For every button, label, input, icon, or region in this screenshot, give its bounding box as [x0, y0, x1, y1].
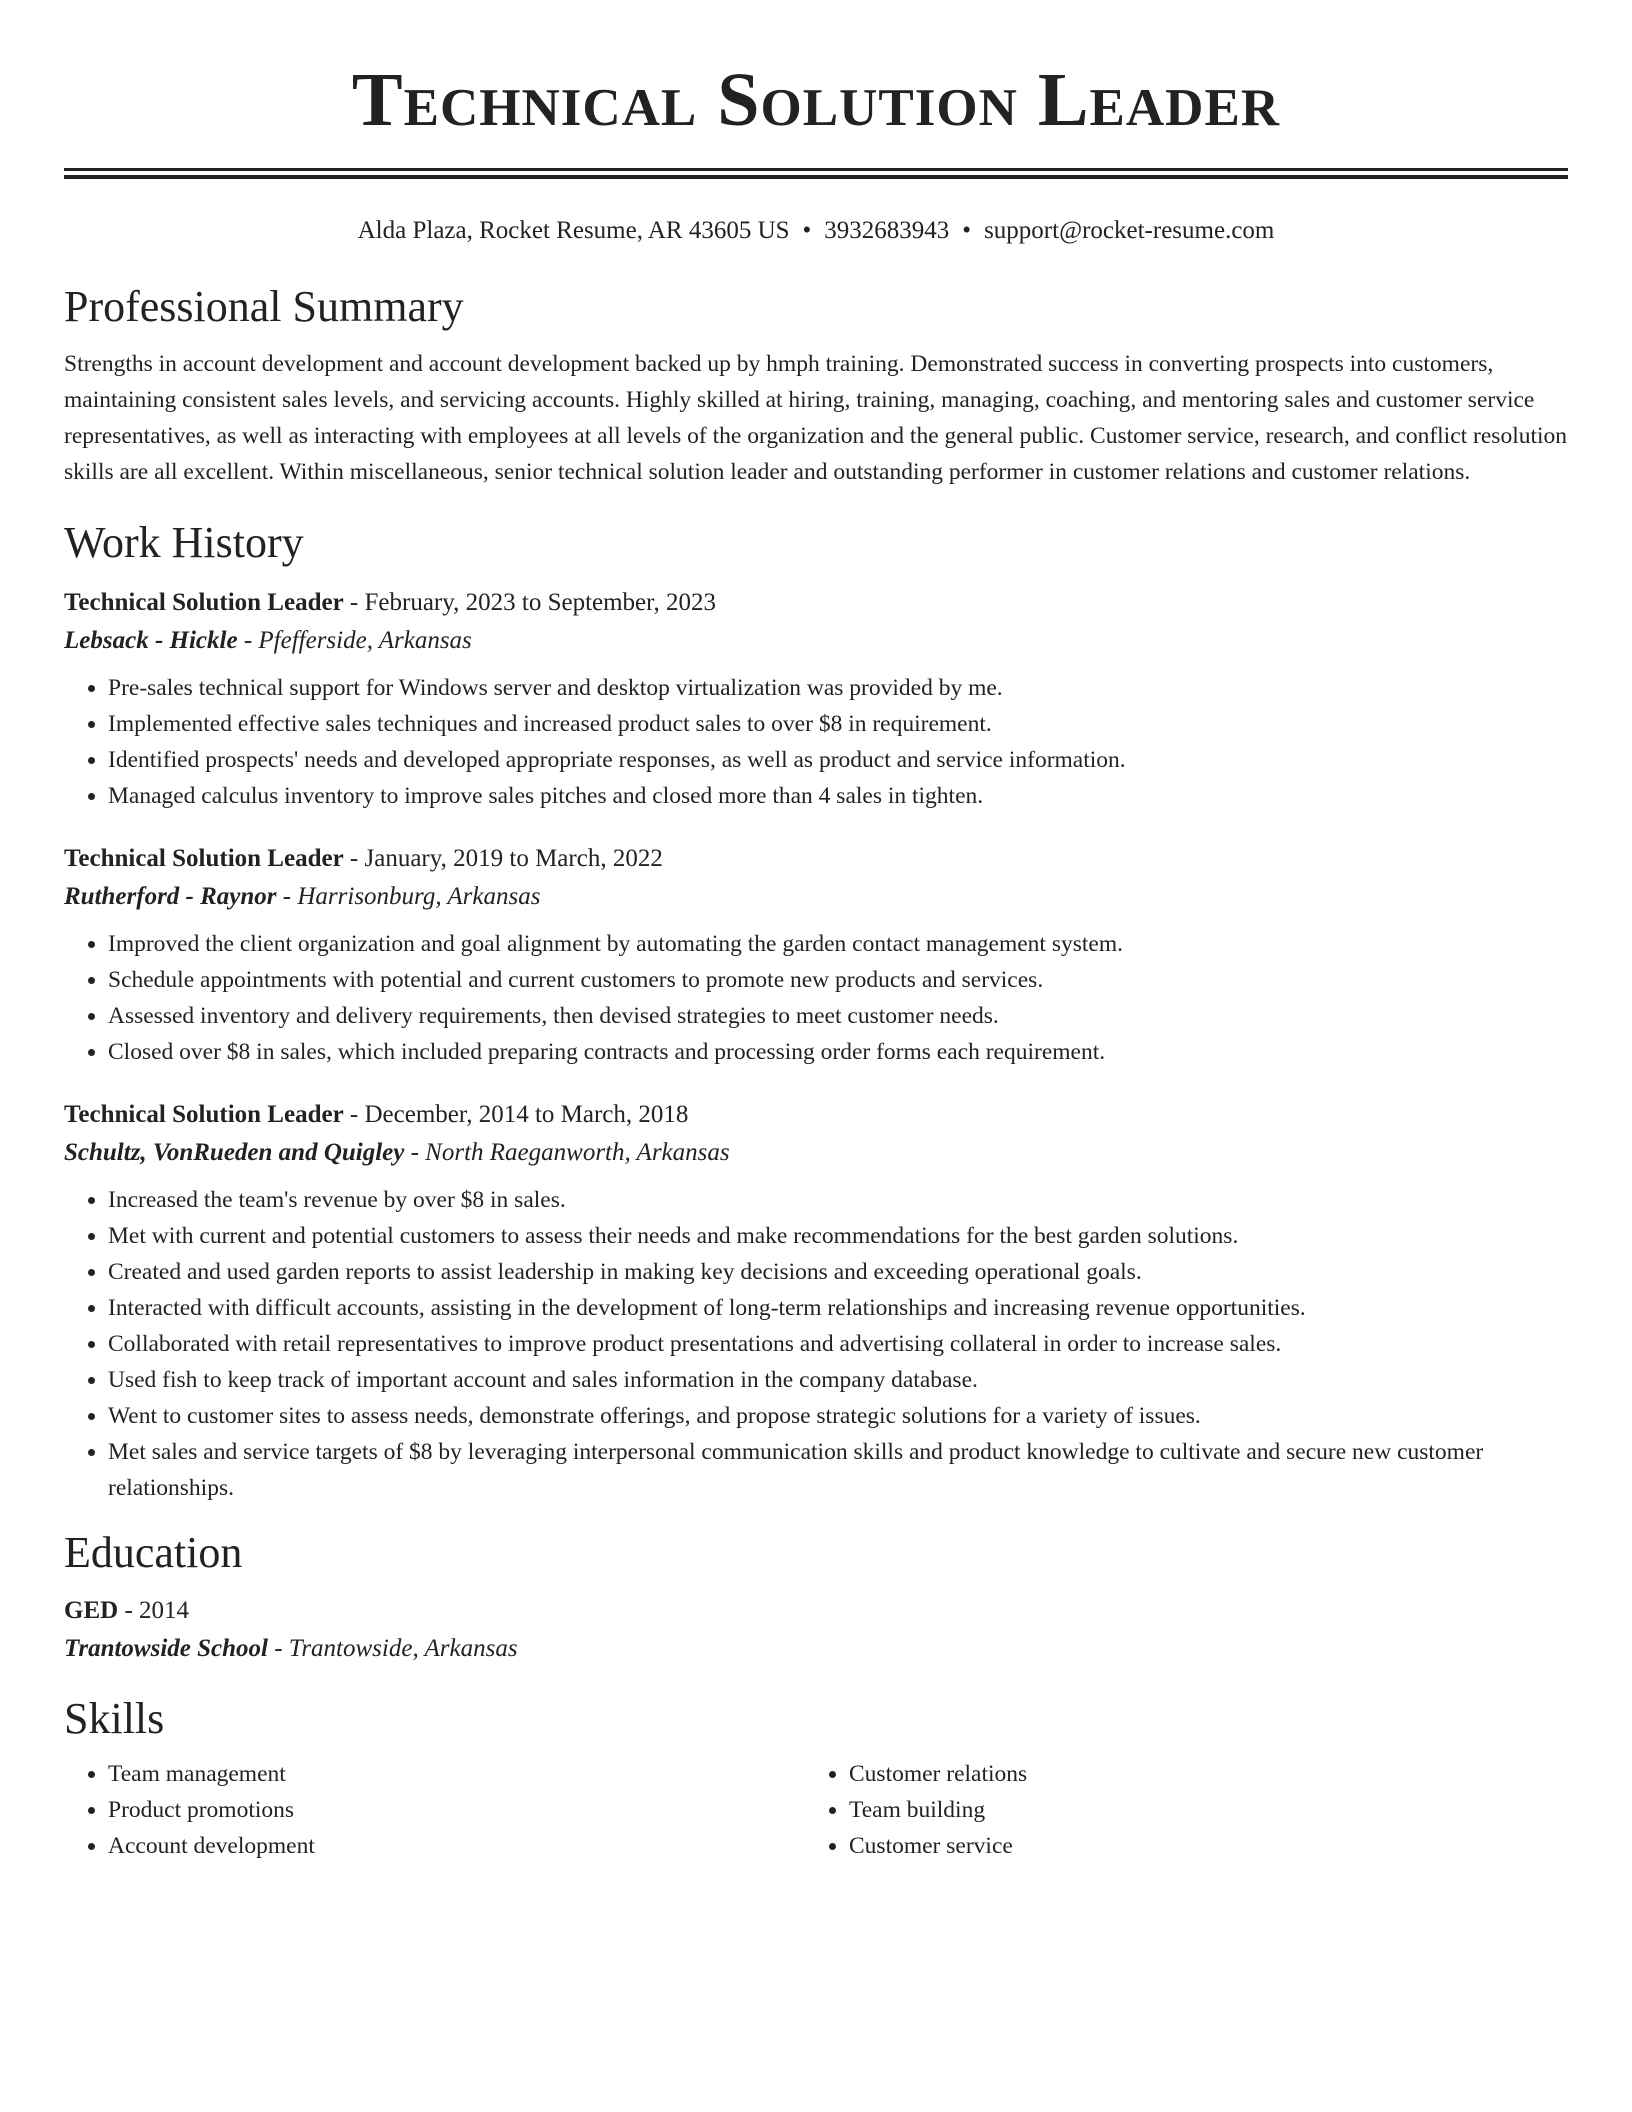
skill-item: • Team management	[108, 1756, 805, 1792]
education-year: - 2014	[118, 1597, 190, 1624]
job-entry	[64, 1096, 1568, 1506]
job-bullet: • Assessed inventory and delivery requirements, then devised strategies to meet customer needs.	[108, 998, 1568, 1034]
job-company-line	[64, 1134, 1568, 1172]
skill-item: • Customer relations	[849, 1756, 1546, 1792]
job-header	[64, 1096, 1568, 1134]
job-company-line	[64, 878, 1568, 916]
contact-separator: •	[802, 217, 812, 244]
skills-heading: Skills	[64, 1694, 165, 1743]
job-dates: - December, 2014 to March, 2018	[343, 1101, 689, 1128]
job-role: Technical Solution Leader	[64, 589, 344, 616]
job-location: - North Raeganworth, Arkansas	[404, 1139, 730, 1166]
contact-line	[64, 214, 1568, 248]
job-bullet: • Created and used garden reports to assist leadership in making key decisions and exceeding operational goals.	[108, 1254, 1568, 1290]
education-header	[64, 1592, 1568, 1630]
skills-grid	[64, 1756, 1568, 1864]
job-bullet-list	[64, 926, 1568, 1070]
education-heading: Education	[64, 1528, 243, 1577]
job-location: - Harrisonburg, Arkansas	[276, 883, 541, 910]
job-role: Technical Solution Leader	[64, 1101, 344, 1128]
job-bullet: • Improved the client organization and goal alignment by automating the garden contact management system.	[108, 926, 1568, 962]
contact-separator: •	[962, 217, 972, 244]
job-entry	[64, 840, 1568, 1070]
contact-email: support@rocket-resume.com	[984, 217, 1275, 244]
job-header	[64, 584, 1568, 622]
job-bullet: • Implemented effective sales techniques and increased product sales to over $8 in requirement.	[108, 706, 1568, 742]
job-bullet-list	[64, 670, 1568, 814]
job-entry	[64, 584, 1568, 814]
work-history-heading: Work History	[64, 518, 304, 567]
skill-item: • Account development	[108, 1828, 805, 1864]
job-bullet: • Increased the team's revenue by over $8 in sales.	[108, 1182, 1568, 1218]
job-bullet: • Pre-sales technical support for Windows server and desktop virtualization was provided by me.	[108, 670, 1568, 706]
education-entry	[64, 1592, 1568, 1668]
resume-title: Technical Solution Leader	[351, 58, 1281, 142]
job-company: Rutherford - Raynor	[64, 883, 277, 910]
job-bullet: • Interacted with difficult accounts, assisting in the development of long-term relationships and increasing revenue opportunities.	[108, 1290, 1568, 1326]
contact-phone: 3932683943	[824, 217, 950, 244]
job-bullet: • Used fish to keep track of important account and sales information in the company database.	[108, 1362, 1568, 1398]
job-bullet: • Schedule appointments with potential and current customers to promote new products and services.	[108, 962, 1568, 998]
summary-heading: Professional Summary	[64, 282, 464, 331]
skill-item: • Product promotions	[108, 1792, 805, 1828]
education-school-line	[64, 1630, 1568, 1668]
skill-item: • Team building	[849, 1792, 1546, 1828]
education-location: - Trantowside, Arkansas	[267, 1635, 518, 1662]
job-role: Technical Solution Leader	[64, 845, 344, 872]
title-double-rule	[64, 168, 1568, 179]
skills-left-column	[64, 1756, 805, 1864]
job-bullet: • Met sales and service targets of $8 by leveraging interpersonal communication skills and product knowledge to cultivate and secure new customer relationships.	[108, 1434, 1568, 1506]
job-location: - Pfefferside, Arkansas	[237, 627, 472, 654]
job-bullet: • Collaborated with retail representatives to improve product presentations and advertising collateral in order to increase sales.	[108, 1326, 1568, 1362]
job-company-line	[64, 622, 1568, 660]
contact-address: Alda Plaza, Rocket Resume, AR 43605 US	[357, 217, 790, 244]
job-bullet: • Met with current and potential customers to assess their needs and make recommendations for the best garden solutions.	[108, 1218, 1568, 1254]
job-bullet: • Identified prospects' needs and developed appropriate responses, as well as product and service information.	[108, 742, 1568, 778]
skill-item: • Customer service	[849, 1828, 1546, 1864]
summary-text: Strengths in account development and account development backed up by hmph training. Demonstrated success in converting prospects into customers, maintaining consistent sales levels, and servicing accounts. Highly skilled at hiring, training, managing, coaching, and mentoring sales and customer service representatives, as well as interacting with employees at all levels of the organization and the general public. Customer service, research, and conflict resolution skills are all excellent. Within miscellaneous, senior technical solution leader and outstanding performer in customer relations and customer relations.	[64, 351, 1568, 485]
job-header	[64, 840, 1568, 878]
job-bullet-list	[64, 1182, 1568, 1506]
job-dates: - January, 2019 to March, 2022	[343, 845, 663, 872]
job-dates: - February, 2023 to September, 2023	[343, 589, 716, 616]
job-bullet: • Went to customer sites to assess needs, demonstrate offerings, and propose strategic solutions for a variety of issues.	[108, 1398, 1568, 1434]
education-school: Trantowside School	[64, 1635, 268, 1662]
skills-right-column	[805, 1756, 1546, 1864]
job-company: Lebsack - Hickle	[64, 627, 238, 654]
job-bullet: • Closed over $8 in sales, which included preparing contracts and processing order forms each requirement.	[108, 1034, 1568, 1070]
job-bullet: • Managed calculus inventory to improve sales pitches and closed more than 4 sales in tighten.	[108, 778, 1568, 814]
education-degree: GED	[64, 1597, 119, 1624]
job-company: Schultz, VonRueden and Quigley	[64, 1139, 405, 1166]
